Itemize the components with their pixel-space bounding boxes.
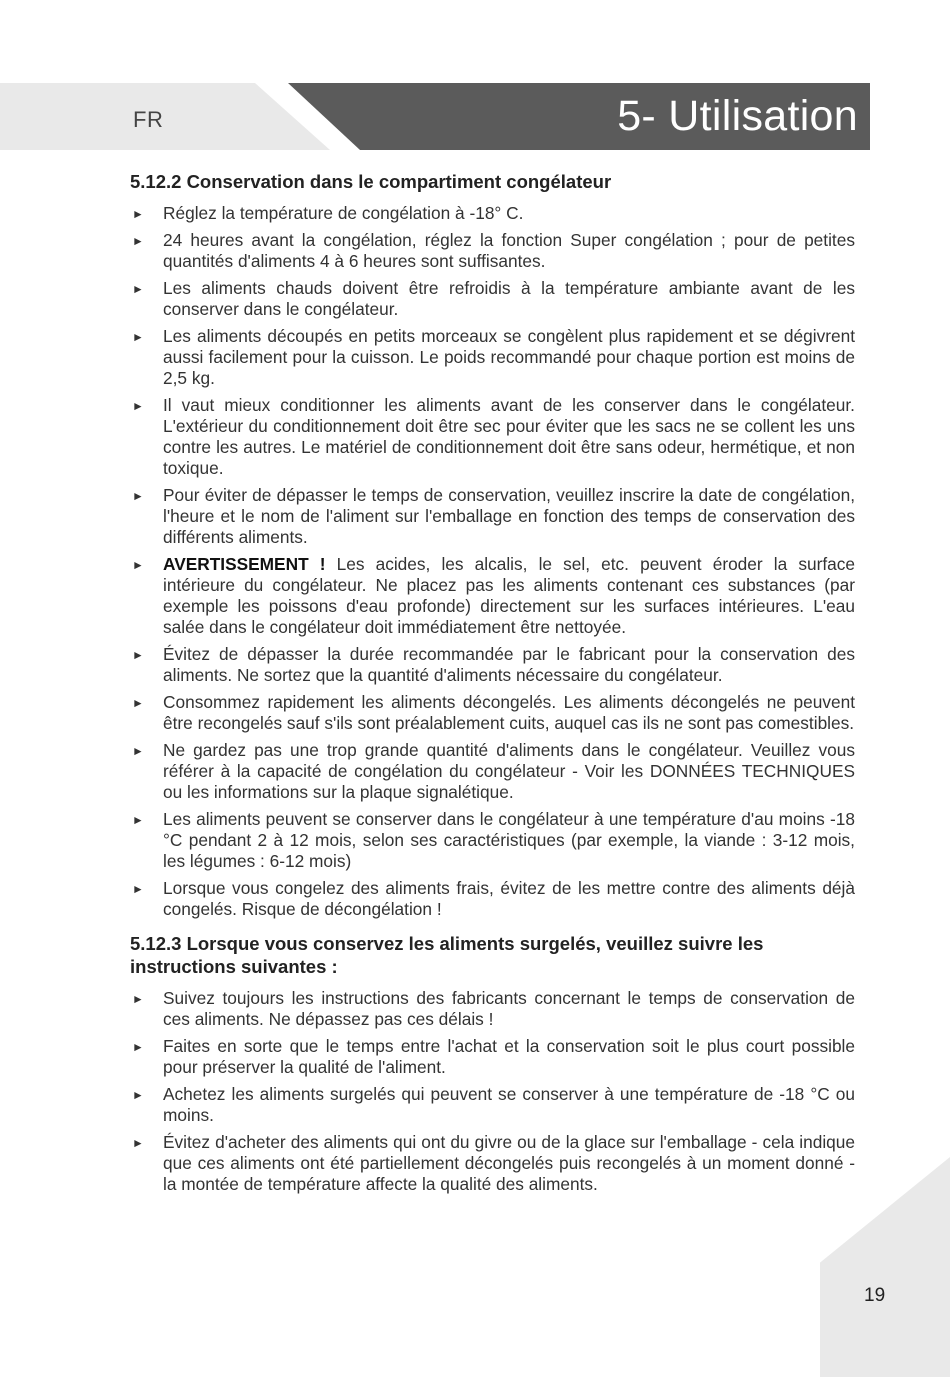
bullet-arrow-icon: ► bbox=[132, 1136, 144, 1150]
bullet-arrow-icon: ► bbox=[132, 744, 144, 758]
list-item-text: Pour éviter de dépasser le temps de conservation, veuillez inscrire la date de congélation, l'heure et le nom de l'aliment sur l'emballage en fonction des temps de conservation des différents aliments. bbox=[163, 485, 855, 547]
list-item-text: Lorsque vous congelez des aliments frais, évitez de les mettre contre des aliments déjà congelés. Risque de décongélation ! bbox=[163, 878, 855, 919]
header-tab-light bbox=[0, 83, 330, 150]
list-item-text: Les aliments peuvent se conserver dans le congélateur à une température d'au moins -18 °C pendant 2 à 12 mois, selon ses caractéristiques (par exemple, la viande : 3-12 mois, les légumes : 6-12 mois) bbox=[163, 809, 855, 871]
list-item-text: Faites en sorte que le temps entre l'achat et la conservation soit le plus court possible pour préserver la qualité de l'aliment. bbox=[163, 1036, 855, 1077]
bullet-arrow-icon: ► bbox=[132, 207, 144, 221]
list-item-text: Évitez de dépasser la durée recommandée par le fabricant pour la conservation des aliments. Ne sortez que la quantité d'aliments nécessaire du congélateur. bbox=[163, 644, 855, 685]
section-heading-5-12-3: 5.12.3 Lorsque vous conservez les aliments surgelés, veuillez suivre les instructions suivantes : bbox=[130, 933, 764, 977]
list-item-text: Suivez toujours les instructions des fabricants concernant le temps de conservation de ces aliments. Ne dépassez pas ces délais ! bbox=[163, 988, 855, 1029]
page-number: 19 bbox=[864, 1285, 886, 1306]
list-item bbox=[130, 278, 855, 320]
bullet-list-5-12-2 bbox=[130, 203, 855, 920]
list-item bbox=[130, 809, 855, 872]
list-item bbox=[130, 878, 855, 920]
list-item-text: Évitez d'acheter des aliments qui ont du givre ou de la glace sur l'emballage - cela indique que ces aliments ont été partiellement décongelés puis recongelés à un moment donné - la montée de température affecte la qualité des aliments. bbox=[163, 1132, 855, 1194]
bullet-arrow-icon: ► bbox=[132, 282, 144, 296]
bullet-arrow-icon: ► bbox=[132, 399, 144, 413]
bullet-arrow-icon: ► bbox=[132, 882, 144, 896]
list-item bbox=[130, 644, 855, 686]
section-heading-5-12-2: 5.12.2 Conservation dans le compartiment congélateur bbox=[130, 171, 612, 192]
bullet-arrow-icon: ► bbox=[132, 813, 144, 827]
warning-label: AVERTISSEMENT ! bbox=[163, 554, 326, 574]
list-item bbox=[130, 988, 855, 1030]
language-label: FR bbox=[133, 107, 164, 132]
bullet-arrow-icon: ► bbox=[132, 330, 144, 344]
list-item bbox=[130, 1132, 855, 1195]
bullet-arrow-icon: ► bbox=[132, 696, 144, 710]
list-item-text: Réglez la température de congélation à -18° C. bbox=[163, 203, 524, 223]
list-item-text: Ne gardez pas une trop grande quantité d'aliments dans le congélateur. Veuillez vous référer à la capacité de congélation du congélateur - Voir les DONNÉES TECHNIQUES ou les informations sur la plaque signalétique. bbox=[163, 740, 855, 802]
bullet-arrow-icon: ► bbox=[132, 1040, 144, 1054]
bullet-arrow-icon: ► bbox=[132, 1088, 144, 1102]
bullet-arrow-icon: ► bbox=[132, 992, 144, 1006]
bullet-arrow-icon: ► bbox=[132, 558, 144, 572]
list-item-text: Les aliments découpés en petits morceaux se congèlent plus rapidement et se dégivrent aussi facilement pour la cuisson. Le poids recommandé pour chaque portion est moins de 2,5 kg. bbox=[163, 326, 855, 388]
bullet-arrow-icon: ► bbox=[132, 648, 144, 662]
list-item-text: Consommez rapidement les aliments décongelés. Les aliments décongelés ne peuvent être recongelés sauf s'ils sont préalablement cuits, auquel cas ils ne sont pas comestibles. bbox=[163, 692, 855, 733]
bullet-list-5-12-3 bbox=[130, 988, 855, 1195]
bullet-arrow-icon: ► bbox=[132, 489, 144, 503]
list-item bbox=[130, 395, 855, 479]
list-item bbox=[130, 1036, 855, 1078]
list-item bbox=[130, 554, 855, 638]
list-item-text: Les acides, les alcalis, le sel, etc. peuvent éroder la surface intérieure du congélateur. Ne placez pas les aliments contenant ces substances (par exemple les poissons d'eau profonde) directement sur les surfaces intérieures. L'eau salée dans le congélateur doit immédiatement être nettoyée. bbox=[163, 554, 855, 637]
list-item bbox=[130, 326, 855, 389]
list-item bbox=[130, 740, 855, 803]
bullet-arrow-icon: ► bbox=[132, 234, 144, 248]
list-item-text: Les aliments chauds doivent être refroidis à la température ambiante avant de les conserver dans le congélateur. bbox=[163, 278, 855, 319]
list-item-text: Il vaut mieux conditionner les aliments avant de les conserver dans le congélateur. L'extérieur du conditionnement doit être sec pour éviter que les sacs ne se collent les uns contre les autres. Le matériel de conditionnement doit être sans odeur, hermétique, et non toxique. bbox=[163, 395, 855, 478]
page-content bbox=[130, 170, 855, 1201]
list-item bbox=[130, 203, 855, 224]
list-item-text: Achetez les aliments surgelés qui peuvent se conserver à une température de -18 °C ou moins. bbox=[163, 1084, 855, 1125]
list-item bbox=[130, 692, 855, 734]
list-item bbox=[130, 230, 855, 272]
list-item bbox=[130, 1084, 855, 1126]
list-item bbox=[130, 485, 855, 548]
list-item-text: 24 heures avant la congélation, réglez la fonction Super congélation ; pour de petites quantités d'aliments 4 à 6 heures sont suffisantes. bbox=[163, 230, 855, 271]
page-title: 5- Utilisation bbox=[617, 92, 858, 140]
